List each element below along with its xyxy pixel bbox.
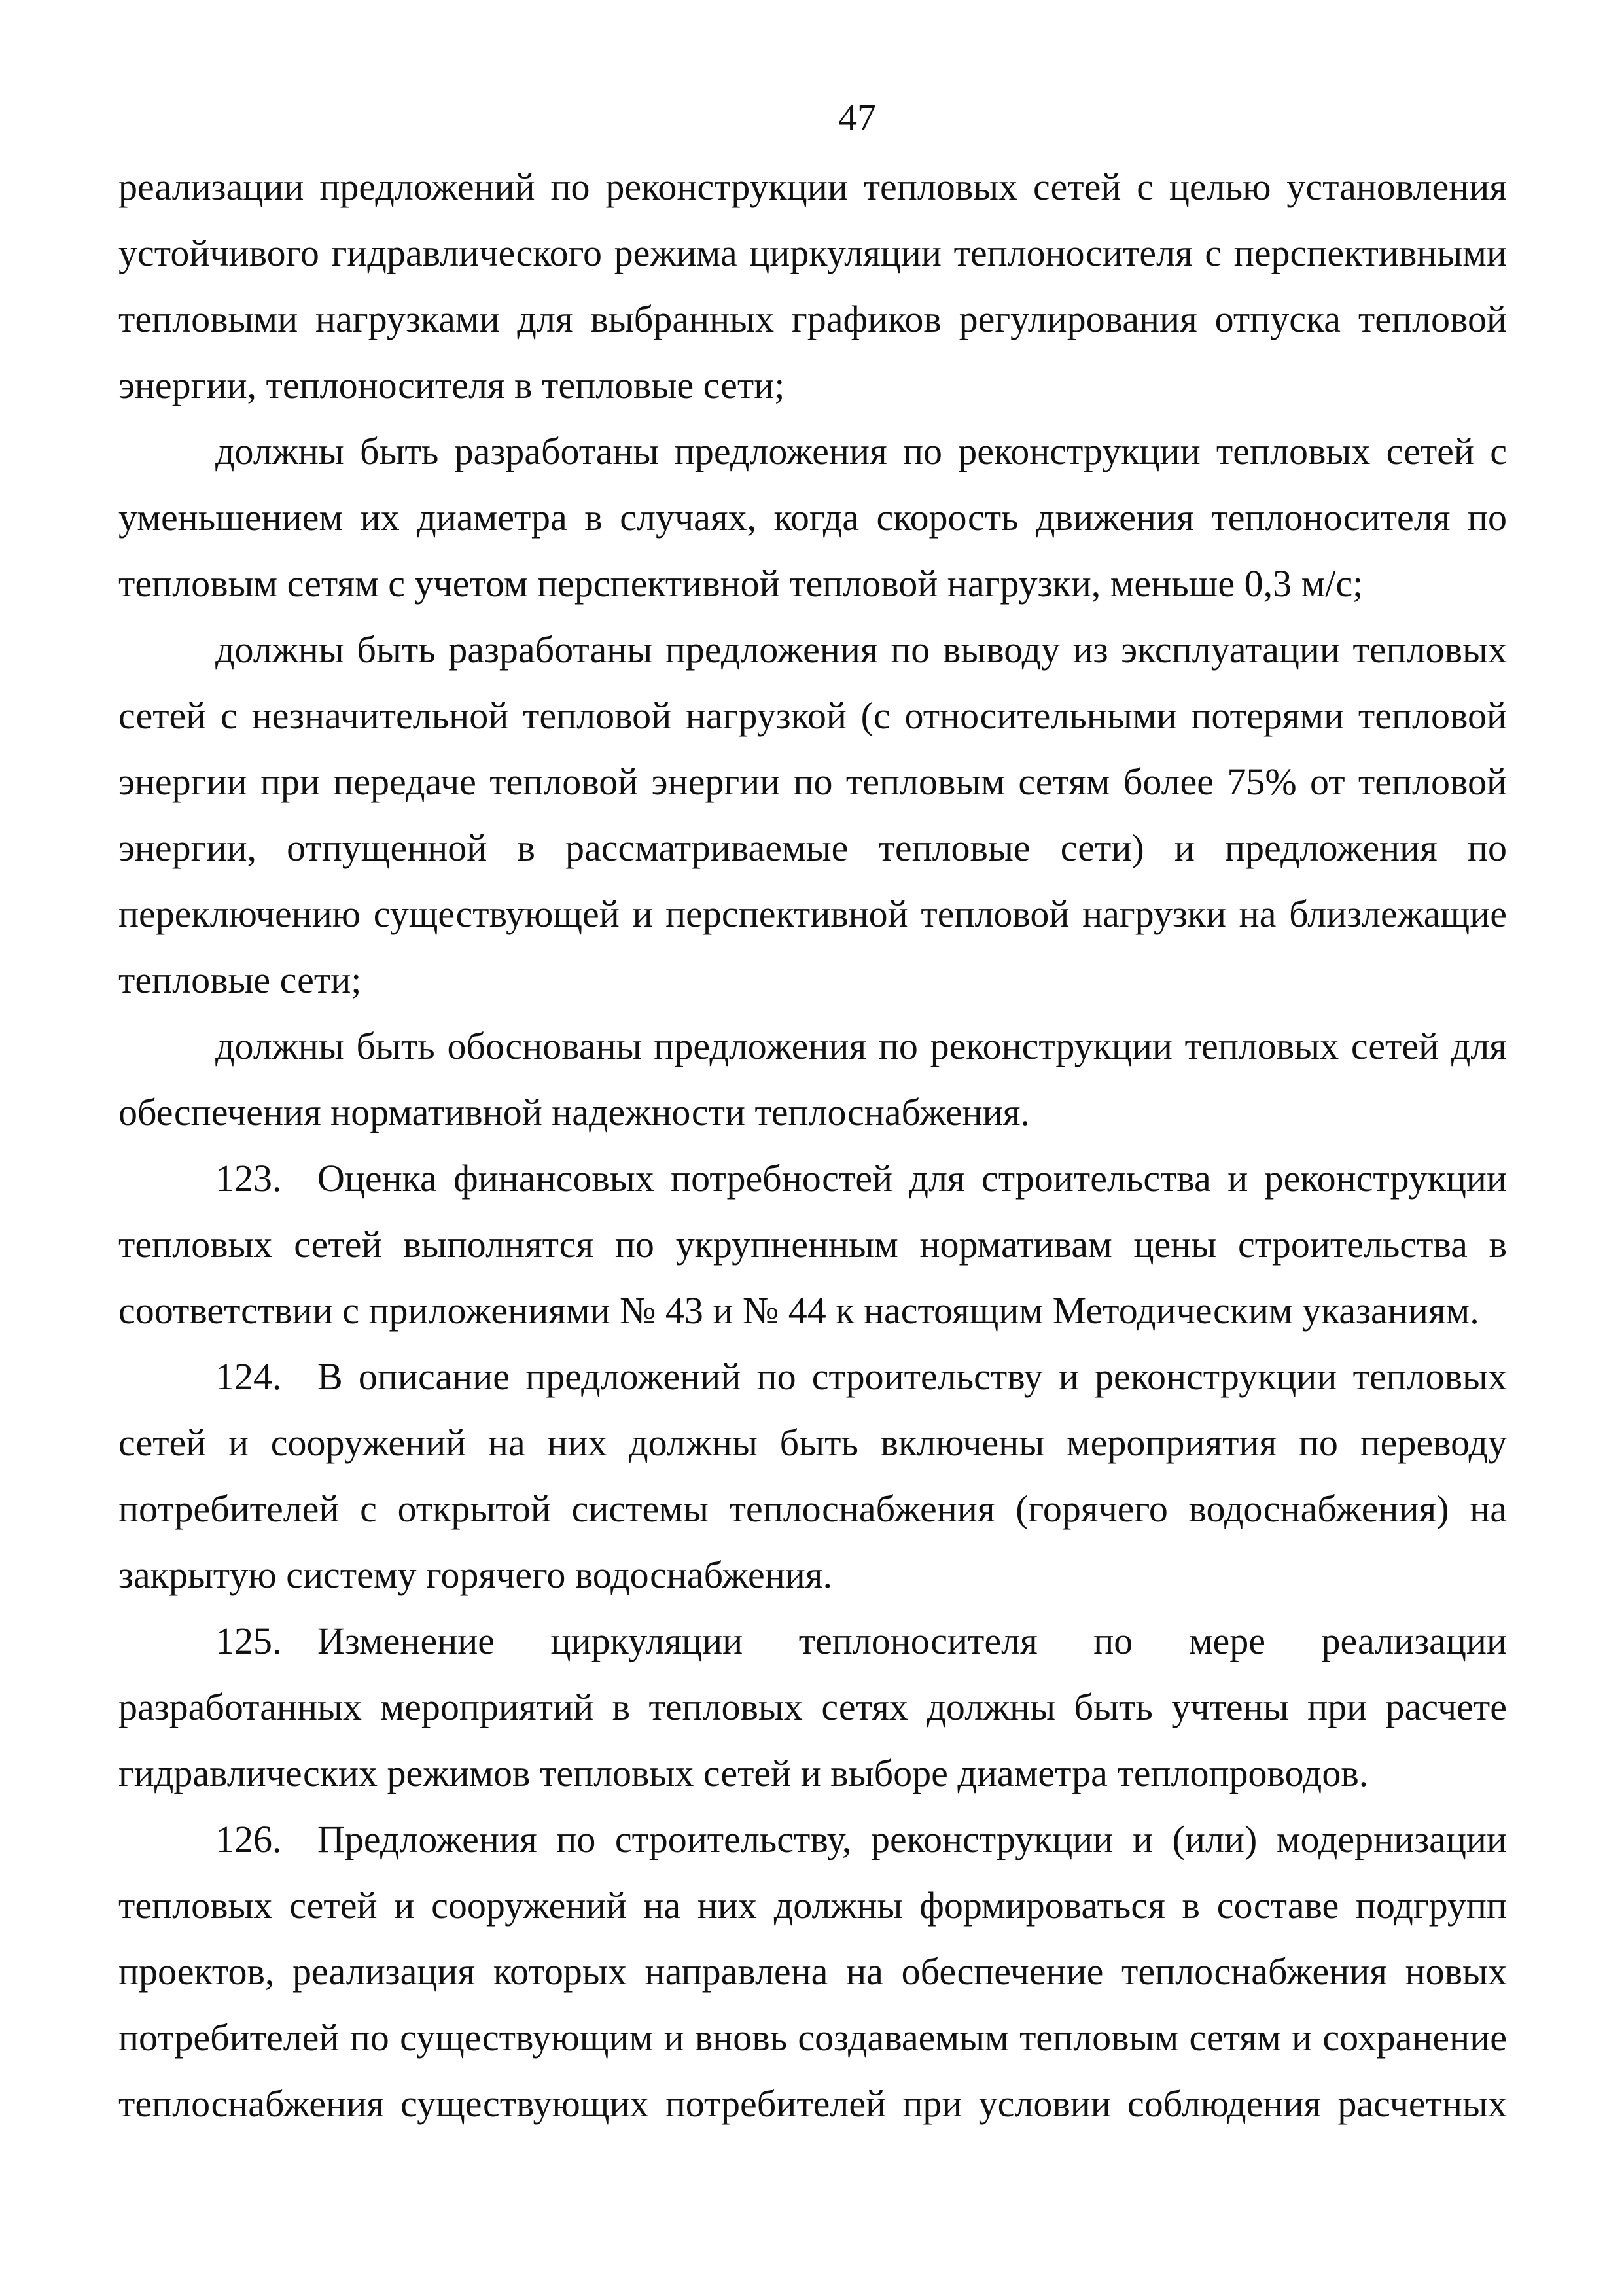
page-number: 47 bbox=[838, 96, 876, 139]
paragraph-text: Изменение циркуляции теплоносителя по мере реализации разработанных мероприятий в тепловых сетях должны быть учтены при расчете гидравлических режимов тепловых сетей и выборе диаметра теплопроводов. bbox=[118, 1620, 1507, 1794]
paragraph-number: 125. bbox=[215, 1620, 282, 1662]
paragraph-number: 126. bbox=[215, 1818, 282, 1860]
paragraph-continuation: реализации предложений по реконструкции тепловых сетей с целью установления устойчивого гидравлического режима циркуляции теплоносителя с перспективными тепловыми нагрузками для выбранных графиков регулирования отпуска тепловой энергии, теплоносителя в тепловые сети; bbox=[118, 166, 1507, 406]
paragraph-125 bbox=[118, 1608, 1507, 1806]
paragraph-number: 123. bbox=[215, 1157, 282, 1200]
paragraph-124 bbox=[118, 1343, 1507, 1608]
paragraph-reduce-diameter: должны быть разработаны предложения по реконструкции тепловых сетей с уменьшением их диаметра в случаях, когда скорость движения теплоносителя по тепловым сетям с учетом перспективной тепловой нагрузки, меньше 0,3 м/с; bbox=[118, 430, 1507, 605]
paragraph-number: 124. bbox=[215, 1355, 282, 1398]
paragraph-126 bbox=[118, 1806, 1507, 2137]
paragraph-text: В описание предложений по строительству и реконструкции тепловых сетей и сооружений на них должны быть включены мероприятия по переводу потребителей с открытой системы теплоснабжения (горячего водоснабжения) на закрытую систему горячего водоснабжения. bbox=[118, 1355, 1507, 1596]
paragraph-decommission: должны быть разработаны предложения по выводу из эксплуатации тепловых сетей с незначительной тепловой нагрузкой (с относительными потерями тепловой энергии при передаче тепловой энергии по тепловым сетям более 75% от тепловой энергии, отпущенной в рассматриваемые тепловые сети) и предложения по переключению существующей и перспективной тепловой нагрузки на близлежащие тепловые сети; bbox=[118, 628, 1507, 1001]
paragraph-text: Оценка финансовых потребностей для строительства и реконструкции тепловых сетей выполнятся по укрупненным нормативам цены строительства в соответствии с приложениями № 43 и № 44 к настоящим Методическим указаниям. bbox=[118, 1157, 1507, 1332]
document-body bbox=[118, 154, 1507, 2137]
paragraph-text: Предложения по строительству, реконструкции и (или) модернизации тепловых сетей и сооружений на них должны формироваться в составе подгрупп проектов, реализация которых направлена на обеспечение теплоснабжения новых потребителей по существующим и вновь создаваемым тепловым сетям и сохранение теплоснабжения существующих потребителей при условии соблюдения расчетных bbox=[118, 1818, 1507, 2125]
paragraph-reliability: должны быть обоснованы предложения по реконструкции тепловых сетей для обеспечения нормативной надежности теплоснабжения. bbox=[118, 1025, 1507, 1133]
paragraph-123 bbox=[118, 1145, 1507, 1343]
